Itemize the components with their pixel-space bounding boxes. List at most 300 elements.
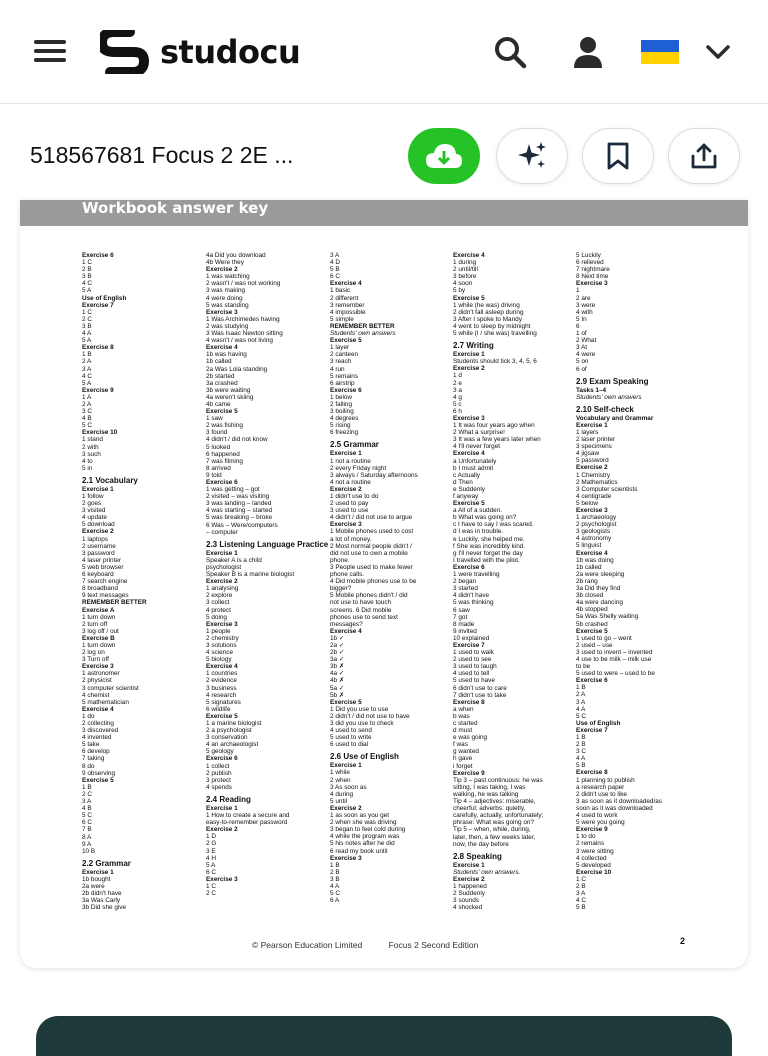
answer-line: h gave	[453, 755, 473, 763]
section-heading: 2.1 Vocabulary	[82, 475, 138, 485]
answer-line: 3 At	[576, 344, 588, 352]
answer-line: 5 In	[576, 315, 587, 323]
answer-line: 4 research	[206, 691, 237, 699]
answer-line: 5 in	[82, 464, 93, 472]
answer-line: 1 while (he was) driving	[453, 301, 520, 309]
answer-line: 5a Was Shelly waiting	[576, 613, 639, 621]
answer-line: 1 do	[82, 712, 95, 720]
answer-line: 3 boiling	[330, 408, 354, 416]
exercise-heading: Exercise 6	[330, 386, 362, 394]
answer-line: f was	[453, 741, 468, 749]
exercise-heading: Exercise 2	[453, 365, 485, 373]
answer-line: – computer	[206, 528, 238, 536]
page-header-band	[20, 200, 748, 226]
answer-line: 4 didn't / did not use to argue	[330, 514, 413, 522]
answer-line: 3 A	[330, 252, 340, 259]
answer-line: 2 goes	[82, 500, 102, 508]
answer-line: 4b stopped	[576, 606, 608, 614]
chevron-down-icon[interactable]	[702, 38, 734, 66]
exercise-heading: Exercise 4	[453, 252, 485, 259]
answer-line: 1b ✓	[330, 634, 345, 642]
answer-line: 2 username	[82, 542, 116, 550]
answer-line: 3 solutions	[206, 641, 237, 649]
answer-line: 2 canteen	[330, 351, 359, 359]
answer-line: 9 text messages	[82, 592, 129, 600]
answer-line: 5 c	[453, 400, 462, 408]
exercise-heading: Exercise 3	[330, 521, 362, 529]
answer-line: 3 were	[576, 301, 596, 309]
answer-line: 2 visited – was visiting	[206, 493, 270, 501]
answer-column-3	[330, 252, 452, 904]
exercise-heading: Exercise 1	[453, 351, 485, 359]
answer-line: 5 B	[576, 762, 586, 770]
exercise-heading: Use of English	[82, 294, 127, 302]
answer-line: 2 didn't / did not use to have	[330, 712, 410, 720]
answer-line: 5 used to write	[330, 734, 372, 742]
exercise-heading: Exercise 2	[330, 804, 362, 812]
answer-line: 3 was landing – landed	[206, 500, 272, 508]
answer-note: Students' own answers	[330, 330, 396, 338]
answer-line: 4b ✗	[330, 677, 345, 685]
answer-line: 2 was studying	[206, 322, 249, 330]
answer-line: 3 Turn off	[82, 656, 109, 664]
top-navigation-bar	[0, 0, 768, 104]
answer-line: 1 was getting – got	[206, 486, 260, 494]
answer-line: 2a ✓	[330, 641, 345, 649]
answer-line: i forget	[453, 762, 473, 770]
answer-line: 6 read my book until	[330, 847, 388, 855]
exercise-heading: Exercise 6	[82, 252, 114, 259]
answer-line: 5 C	[576, 712, 586, 720]
answer-line: 4 soon	[453, 280, 473, 288]
answer-line: 3 did you use to check	[330, 720, 394, 727]
exercise-heading: Exercise 2	[453, 875, 485, 883]
exercise-heading: Exercise 5	[206, 712, 238, 720]
answer-line: g I'll never forget the day	[453, 549, 523, 557]
answer-line: phones use to send text	[330, 613, 398, 621]
answer-line: 1 laptops	[82, 535, 108, 543]
answer-line: 5a ✓	[330, 684, 345, 692]
answer-line: 6 happened	[206, 450, 240, 458]
answer-line: 2 different	[330, 294, 359, 302]
answer-line: 1 during	[453, 259, 477, 267]
exercise-heading: Exercise 7	[82, 301, 114, 309]
answer-line: 2 physicist	[82, 677, 112, 685]
ai-assistant-button[interactable]	[496, 128, 568, 184]
answer-line: 5 Luckily	[576, 252, 601, 259]
exercise-heading: Exercise 3	[206, 875, 238, 883]
answer-line: 1 happened	[453, 882, 487, 890]
answer-line: 3 A	[82, 365, 92, 373]
section-heading: 2.4 Reading	[206, 794, 251, 804]
exercise-heading: REMEMBER BETTER	[330, 322, 395, 330]
answer-line: 5 was thinking	[453, 599, 494, 607]
answer-line: 2a Was Lola standing	[206, 365, 268, 373]
cloud-download-icon	[425, 141, 463, 171]
answer-line: 2 when	[330, 776, 351, 784]
answer-line: 3 C	[82, 408, 92, 416]
answer-line: 5 used to have	[453, 677, 495, 685]
answer-line: 3 such	[82, 450, 101, 458]
answer-line: 3 started	[453, 585, 478, 593]
studocu-logo[interactable]	[100, 30, 300, 74]
exercise-heading: Exercise 2	[576, 464, 608, 472]
answer-line: 1 was watching	[206, 273, 250, 281]
answer-line: b I must admit	[453, 464, 494, 472]
answer-line: 4 wasn't / was not living	[206, 337, 273, 345]
answer-line: 2 log on	[82, 649, 105, 657]
answer-key-columns	[82, 252, 722, 932]
answer-line: 1 layer	[330, 344, 350, 352]
answer-line: 4 B	[82, 415, 92, 423]
answer-line: 4 were	[576, 351, 596, 359]
document-title: 518567681 Focus 2 2E ...	[30, 142, 294, 168]
answer-line: 1 below	[330, 393, 353, 401]
answer-line: 1 It was four years ago when	[453, 422, 535, 430]
answer-line: 3 C	[576, 748, 586, 756]
answer-line: 1 not a routine	[330, 457, 371, 465]
answer-line: phrase: What was going on?	[453, 819, 534, 827]
answer-line: 4 I'll never forget	[453, 443, 501, 451]
search-icon[interactable]	[490, 34, 530, 70]
answer-line: 4 astronomy	[576, 535, 612, 543]
exercise-heading: Exercise 3	[82, 663, 114, 671]
answer-line: 2b ✓	[330, 649, 345, 657]
answer-line: 7 B	[82, 826, 92, 834]
answer-line: f anyway	[453, 493, 479, 500]
answer-line: 4 didn't have	[453, 592, 490, 600]
answer-line: 3 After I spoke to Mandy	[453, 315, 522, 323]
exercise-heading: Exercise 8	[576, 769, 608, 777]
answer-line: 10 explained	[453, 634, 490, 642]
answer-line: 3b ✗	[330, 663, 345, 671]
section-heading: 2.2 Grammar	[82, 858, 131, 868]
answer-line: 3 used to invent – invented	[576, 648, 653, 656]
answer-line: 2 laser printer	[576, 436, 616, 444]
answer-line: 4a Did you download	[206, 252, 266, 259]
answer-line: Students should tick 3, 4, 5, 6	[453, 358, 537, 366]
answer-line: 2 when she was driving	[330, 819, 397, 827]
answer-line: 4 during	[330, 790, 354, 798]
answer-line: 6 used to dial	[330, 741, 369, 749]
section-heading: 2.5 Grammar	[330, 440, 379, 450]
ukraine-flag-icon[interactable]	[641, 40, 679, 64]
exercise-heading: Exercise 4	[206, 663, 238, 671]
answer-line: 4 update	[82, 514, 107, 522]
section-heading: 2.8 Speaking	[453, 851, 502, 861]
answer-line: 1 B	[82, 783, 92, 791]
answer-line: 8 Next time	[576, 273, 609, 281]
answer-line: Tip 5 – when, while, during,	[453, 826, 531, 834]
answer-line: 2 used – use	[576, 641, 613, 649]
answer-line: 5 were you going	[576, 819, 625, 827]
answer-line: 6 didn't use to care	[453, 684, 507, 692]
answer-line: 4 A	[330, 882, 340, 890]
answer-line: 2 publish	[206, 769, 232, 777]
answer-line: 5 geology	[206, 748, 234, 756]
answer-line: 3 remember	[330, 301, 365, 309]
exercise-heading: Exercise 2	[82, 528, 114, 536]
answer-line: 3 Computer scientists	[576, 485, 638, 493]
answer-line: 5 signatures	[206, 698, 241, 706]
exercise-heading: Exercise 6	[576, 677, 608, 685]
answer-line: 6 h	[453, 407, 462, 415]
answer-line: 4 used to work	[576, 812, 618, 820]
answer-line: 3 a	[453, 386, 462, 394]
answer-line: 2 collecting	[82, 720, 114, 727]
answer-line: 2 Most normal people didn't /	[330, 542, 412, 550]
answer-line: 4 used to send	[330, 727, 372, 735]
answer-line: 4 impossible	[330, 308, 366, 316]
answer-line: 3 E	[206, 847, 216, 855]
answer-line: 2 explore	[206, 592, 233, 600]
exercise-heading: Exercise 4	[576, 549, 608, 557]
answer-line: 2a were	[82, 882, 105, 890]
answer-line: e Luckily, she helped me.	[453, 535, 525, 543]
answer-line: 6 airstrip	[330, 379, 355, 387]
answer-line: g wanted	[453, 748, 479, 756]
hamburger-icon[interactable]	[34, 40, 66, 62]
answer-line: 5 password	[576, 457, 609, 465]
answer-line: 7 nightmare	[576, 266, 610, 274]
answer-line: 2 remains	[576, 840, 605, 848]
answer-line: 1 as soon as you get	[330, 812, 389, 820]
answer-line: 2 B	[330, 868, 340, 876]
answer-line: 5 was breaking – broke	[206, 514, 273, 522]
answer-line: 1 archaeology	[576, 514, 617, 522]
exercise-heading: Exercise 3	[330, 854, 362, 862]
answer-line: 1 C	[576, 875, 586, 883]
answer-line: d must	[453, 727, 473, 735]
exercise-heading: Exercise 5	[82, 776, 114, 784]
answer-line: 4 g	[453, 393, 462, 401]
answer-line: 3 business	[206, 684, 237, 692]
answer-line: 1 C	[82, 308, 92, 316]
answer-line: 5 rising	[330, 422, 351, 430]
answer-line: 3 were sitting	[576, 847, 614, 855]
answer-line: 6 C	[82, 819, 92, 827]
download-button[interactable]	[408, 128, 480, 184]
answer-line: 2 B	[82, 266, 92, 274]
answer-line: 5 by	[453, 287, 466, 295]
answer-line: 1 basic	[330, 287, 351, 295]
answer-line: 4 B	[82, 805, 92, 813]
answer-line: 2 began	[453, 578, 477, 586]
answer-line: 5 simple	[330, 315, 354, 323]
answer-line: 2 until/till	[453, 266, 478, 274]
answer-line: 2b started	[206, 372, 235, 380]
answer-line: 3 found	[206, 429, 228, 437]
answer-line: 4 went to sleep by midnight	[453, 322, 531, 330]
answer-line: 4 degrees	[330, 415, 359, 423]
answer-line: 5b ✗	[330, 691, 345, 699]
answer-line: 1 Mobile phones used to cost	[330, 528, 414, 536]
answer-line: 4 with	[576, 308, 593, 316]
answer-line: a research paper	[576, 783, 625, 791]
answer-line: 2a were sleeping	[576, 570, 625, 578]
answer-line: 8 made	[453, 620, 475, 628]
answer-line: 3a crashed	[206, 379, 238, 387]
answer-line: 1 a marine biologist	[206, 720, 262, 727]
answer-line: 2 C	[82, 315, 92, 323]
answer-line: 7 search engine	[82, 578, 128, 586]
answer-line: 1 B	[576, 684, 586, 692]
exercise-heading: Exercise 2	[206, 578, 238, 586]
answer-line: 1 turn down	[82, 613, 116, 621]
answer-line: d I was in trouble.	[453, 528, 504, 536]
answer-line: 1 How to create a secure and	[206, 812, 290, 820]
user-icon[interactable]	[568, 34, 608, 70]
answer-line: 2 Suddenly	[453, 890, 485, 898]
document-title-bar	[0, 104, 768, 204]
answer-line: 5 B	[330, 266, 340, 274]
answer-line: 4 A	[82, 330, 92, 338]
answer-line: 1 used to go – went	[576, 634, 632, 642]
bookmark-button[interactable]	[582, 128, 654, 184]
answer-line: 4 didn't / did not know	[206, 436, 268, 444]
answer-line: 1b called	[576, 563, 602, 571]
answer-line: Tip 4 – adjectives: miserable,	[453, 798, 536, 806]
answer-line: 3 A	[576, 890, 586, 898]
answer-line: 1 C	[82, 259, 92, 267]
answer-line: 6 C	[330, 273, 340, 281]
exercise-heading: Exercise 4	[330, 627, 362, 635]
answer-line: b was	[453, 712, 470, 720]
answer-line: 4 to	[82, 457, 93, 465]
answer-line: 5 used to were – used to be	[576, 670, 655, 678]
answer-line: 5 looked	[206, 443, 231, 451]
answer-line: 5 mathematician	[82, 698, 129, 706]
exercise-heading: Exercise 7	[576, 726, 608, 734]
page-footer	[252, 940, 502, 950]
answer-line: 3 geologists	[576, 528, 611, 536]
answer-line: 1 C	[206, 882, 216, 890]
answer-line: e was going	[453, 734, 488, 742]
answer-line: 2 What	[576, 337, 597, 345]
answer-line: 4 A	[576, 755, 586, 763]
answer-line: 4 was starting – started	[206, 507, 273, 515]
answer-line: 5 while (I / she was) travelling	[453, 330, 537, 338]
answer-line: 6 wildlife	[206, 705, 231, 713]
answer-line: 5 C	[82, 422, 92, 430]
page-number: 2	[680, 936, 686, 946]
answer-line: sitting, I was taking, I was	[453, 783, 526, 791]
share-icon	[690, 142, 718, 170]
answer-line: 2 turn off	[82, 620, 108, 628]
answer-line: 2 didn't fall asleep during	[453, 308, 524, 316]
answer-line: 1 analysing	[206, 585, 239, 593]
answer-line: a All of a sudden.	[453, 507, 503, 515]
answer-line: 4 C	[82, 280, 92, 288]
brand-name: studocu	[160, 33, 301, 71]
answer-line: 6 saw	[453, 606, 470, 614]
answer-line: 5 biology	[206, 656, 232, 664]
answer-line: 2 A	[82, 400, 92, 408]
answer-line: 1b was having	[206, 351, 247, 359]
section-heading: 2.9 Exam Speaking	[576, 376, 649, 386]
answer-column-1	[82, 252, 204, 911]
exercise-heading: Exercise 1	[82, 868, 114, 876]
answer-line: 8 A	[82, 833, 92, 841]
section-heading: 2.10 Self-check	[576, 404, 634, 414]
answer-line: 2b didn't have	[82, 890, 122, 898]
answer-line: 2 B	[576, 882, 586, 890]
answer-line: 4 used to tell	[453, 670, 490, 678]
answer-line: 5 B	[576, 904, 586, 912]
answer-line: 4 jigsaw	[576, 450, 600, 458]
answer-line: 5 A	[206, 861, 216, 869]
answer-line: 3 password	[82, 549, 115, 557]
answer-line: 1 while	[330, 769, 350, 777]
answer-line: c started	[453, 720, 478, 727]
answer-line: 6 keyboard	[82, 571, 114, 579]
answer-line: 2 Mathematics	[576, 478, 618, 486]
answer-line: 4 not a routine	[330, 478, 371, 486]
answer-line: phone.	[330, 556, 350, 564]
answer-line: a Unfortunately	[453, 457, 497, 465]
answer-line: 1 saw	[206, 415, 223, 423]
answer-line: c Actually	[453, 471, 480, 479]
answer-line: 4 chemist	[82, 691, 110, 699]
exercise-heading: Exercise 3	[206, 308, 238, 316]
answer-line: 6 Was – Were/computers	[206, 521, 278, 529]
answer-line: 4 C	[82, 372, 92, 380]
answer-line: 5 web browser	[82, 563, 124, 571]
answer-line: 2 A	[576, 691, 586, 699]
answer-line: phone calls.	[330, 571, 365, 579]
answer-line: 9 A	[82, 840, 92, 848]
answer-line: 2 falling	[330, 400, 353, 408]
answer-line: 4a ✓	[330, 670, 345, 678]
answer-line: 5 C	[82, 812, 92, 820]
sparkle-icon	[516, 140, 548, 172]
answer-column-5	[576, 252, 698, 911]
answer-line: 3 before	[453, 273, 477, 281]
answer-line: 3 log off / out	[82, 627, 119, 635]
answer-line: 2 psychologist	[576, 521, 617, 529]
answer-line: 3b closed	[576, 592, 604, 600]
answer-line: 3a ✓	[330, 656, 345, 664]
answer-line: 4a weren't skiing	[206, 393, 254, 401]
answer-line: 5 remains	[330, 372, 359, 380]
answer-line: 4 invented	[82, 734, 112, 742]
answer-line: 1 countries	[206, 670, 238, 678]
studocu-logo-icon	[100, 30, 154, 74]
exercise-heading: Exercise 2	[206, 266, 238, 274]
bottom-banner	[36, 1016, 732, 1056]
share-button[interactable]	[668, 128, 740, 184]
exercise-heading: Exercise 2	[330, 485, 362, 493]
answer-line: 2 wasn't / was not working	[206, 280, 281, 288]
answer-line: I travelled with the pilot.	[453, 556, 520, 564]
answer-line: 3 A	[576, 698, 586, 706]
answer-line: 10 B	[82, 847, 96, 855]
answer-line: 1 d	[453, 372, 462, 380]
answer-line: b What was going on?	[453, 514, 517, 522]
answer-line: 5 C	[330, 890, 340, 898]
answer-line: 5 Mobile phones didn't / did	[330, 592, 408, 600]
exercise-heading: Exercise 3	[206, 620, 238, 628]
exercise-heading: Exercise 9	[576, 826, 608, 834]
answer-line: 6 develop	[82, 748, 110, 756]
exercise-heading: Exercise 5	[453, 500, 485, 508]
exercise-heading: Exercise 1	[206, 804, 238, 812]
answer-line: 1 B	[330, 861, 340, 869]
answer-line: Tip 3 – past continuous: he was	[453, 776, 543, 784]
exercise-heading: Exercise 1	[206, 549, 238, 557]
answer-line: 2 What a surprise!	[453, 429, 505, 437]
answer-line: 1 layers	[576, 428, 599, 436]
